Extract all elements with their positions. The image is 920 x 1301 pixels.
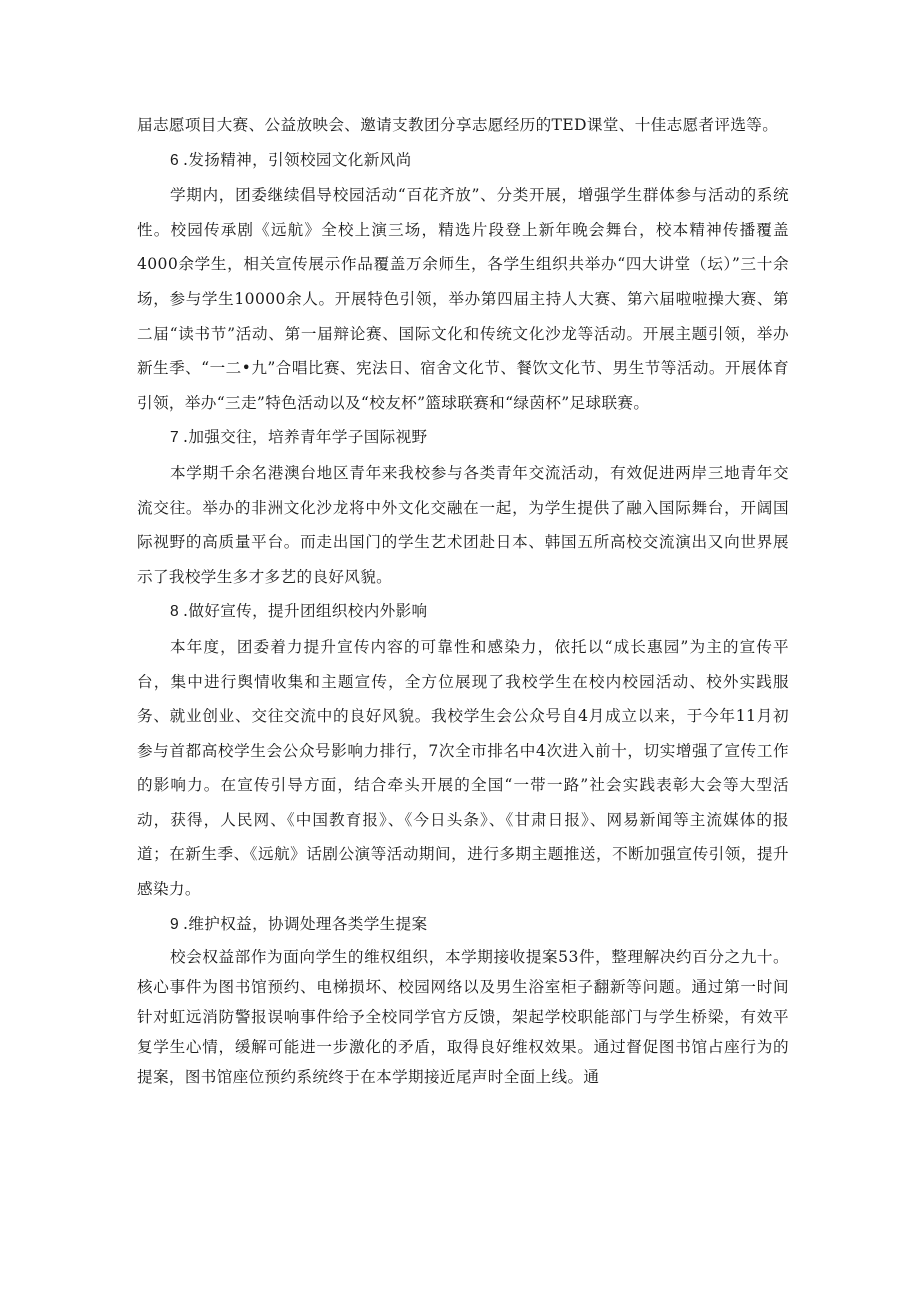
paragraph-student-rights: 校会权益部作为面向学生的维权组织，本学期接收提案53件，整理解决约百分之九十。核心事件为图书馆预约、电梯损坏、校园网络以及男生浴室柜子翻新等问题。通过第一时间针对虹远消防警报误响事件给予全校同学官方反馈，架起学校职能部门与学生桥梁，有效平复学生心情，缓解可能进一步激化的矛盾，取得良好维权效果。通过督促图书馆占座行为的提案，图书馆座位预约系统终于在本学期接近尾声时全面上线。通 <box>137 947 789 1086</box>
heading-text: .发扬精神，引领校园文化新风尚 <box>183 150 412 169</box>
paragraph-volunteer-tail: 届志愿项目大赛、公益放映会、邀请支教团分享志愿经历的TED课堂、十佳志愿者评选等。 <box>137 116 779 134</box>
heading-text: .做好宣传，提升团组织校内外影响 <box>183 602 428 621</box>
heading-section-6 <box>137 143 789 179</box>
report-body-lower <box>137 942 789 1092</box>
heading-number: 7 <box>170 429 180 447</box>
heading-number: 9 <box>170 915 180 933</box>
report-body-upper <box>137 108 789 942</box>
heading-section-7 <box>137 420 789 456</box>
heading-number: 6 <box>170 151 180 169</box>
paragraph-campus-culture: 学期内，团委继续倡导校园活动“百花齐放”、分类开展，增强学生群体参与活动的系统性。校园传承剧《远航》全校上演三场，精选片段登上新年晚会舞台，校本精神传播覆盖4000余学生，相关宣传展示作品覆盖万余师生，各学生组织共举办“四大讲堂（坛）”三十余场，参与学生10000余人。开展特色引领，举办第四届主持人大赛、第六届啦啦操大赛、第二届“读书节”活动、第一届辩论赛、国际文化和传统文化沙龙等活动。开展主题引领，举办新生季、“一二•九”合唱比赛、宪法日、宿舍文化节、餐饮文化节、男生节等活动。开展体育引领，举办“三走”特色活动以及“校友杯”篮球联赛和“绿茵杯”足球联赛。 <box>137 186 789 412</box>
heading-text: .加强交往，培养青年学子国际视野 <box>183 428 428 447</box>
document-page <box>137 108 789 1092</box>
heading-section-8 <box>137 594 789 630</box>
heading-number: 8 <box>170 603 180 621</box>
paragraph-international-exchange: 本学期千余名港澳台地区青年来我校参与各类青年交流活动，有效促进两岸三地青年交流交往。举办的非洲文化沙龙将中外文化交融在一起，为学生提供了融入国际舞台，开阔国际视野的高质量平台。而走出国门的学生艺术团赴日本、韩国五所高校交流演出又向世界展示了我校学生多才多艺的良好风貌。 <box>137 463 789 586</box>
heading-text: .维护权益，协调处理各类学生提案 <box>183 914 428 933</box>
paragraph-publicity: 本年度，团委着力提升宣传内容的可靠性和感染力，依托以“成长惠园”为主的宣传平台，集中进行舆情收集和主题宣传，全方位展现了我校学生在校内校园活动、校外实践服务、就业创业、交往交流中的良好风貌。我校学生会公众号自4月成立以来，于今年11月初参与首都高校学生会公众号影响力排行，7次全市排名中4次进入前十，切实增强了宣传工作的影响力。在宣传引导方面，结合牵头开展的全国“一带一路”社会实践表彰大会等大型活动，获得，人民网、《中国教育报》、《今日头条》、《甘肃日报》、网易新闻等主流媒体的报道；在新生季、《远航》话剧公演等活动期间，进行多期主题推送，不断加强宣传引领，提升感染力。 <box>137 637 789 899</box>
heading-section-9 <box>137 907 789 942</box>
